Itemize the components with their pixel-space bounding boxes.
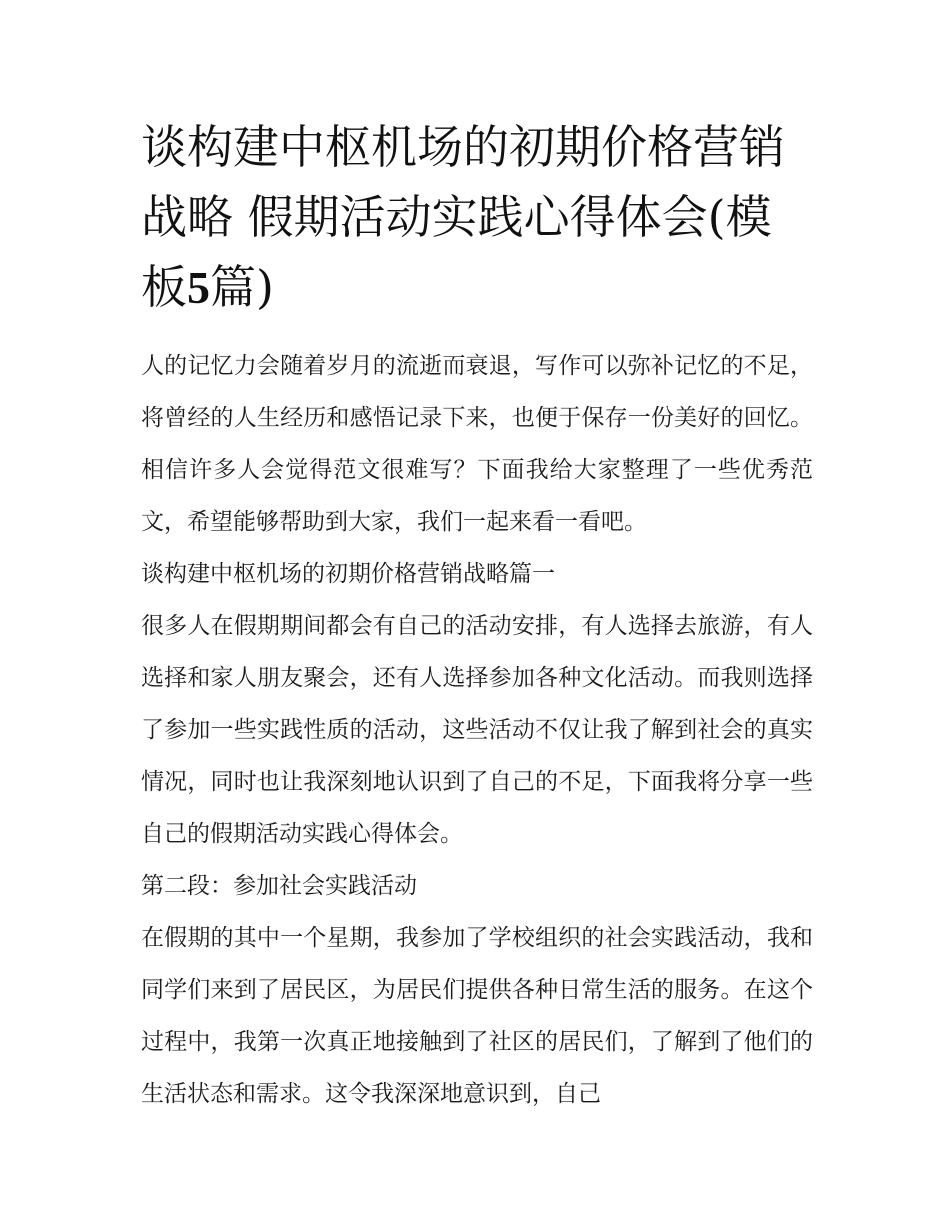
section-heading-2: 第二段：参加社会实践活动 [141,873,417,899]
title-number: 5 [187,262,210,313]
document-body [141,340,813,1120]
document-title [141,112,813,323]
body-paragraph-1: 很多人在假期期间都会有自己的活动安排，有人选择去旅游，有人选择和家人朋友聚会，还有人选择参加各种文化活动。而我则选择了参加一些实践性质的活动，这些活动不仅让我了解到社会的真实情况，同时也让我深刻地认识到了自己的不足，下面我将分享一些自己的假期活动实践心得体会。 [141,613,813,847]
body-paragraph-2: 在假期的其中一个星期，我参加了学校组织的社会实践活动，我和同学们来到了居民区，为居民们提供各种日常生活的服务。在这个过程中，我第一次真正地接触到了社区的居民们，了解到了他们的生活状态和需求。这令我深深地意识到，自己 [141,925,813,1107]
title-main-text: 谈构建中枢机场的初期价格营销战略 假期活动实践心得体会(模板 [141,120,785,314]
section-heading-1: 谈构建中枢机场的初期价格营销战略篇一 [141,561,555,587]
intro-paragraph: 人的记忆力会随着岁月的流逝而衰退，写作可以弥补记忆的不足，将曾经的人生经历和感悟记录下来，也便于保存一份美好的回忆。相信许多人会觉得范文很难写？下面我给大家整理了一些优秀范文，希望能够帮助到大家，我们一起来看一看吧。 [141,353,813,535]
title-tail-text: 篇) [210,260,274,314]
document-page [141,112,813,1120]
